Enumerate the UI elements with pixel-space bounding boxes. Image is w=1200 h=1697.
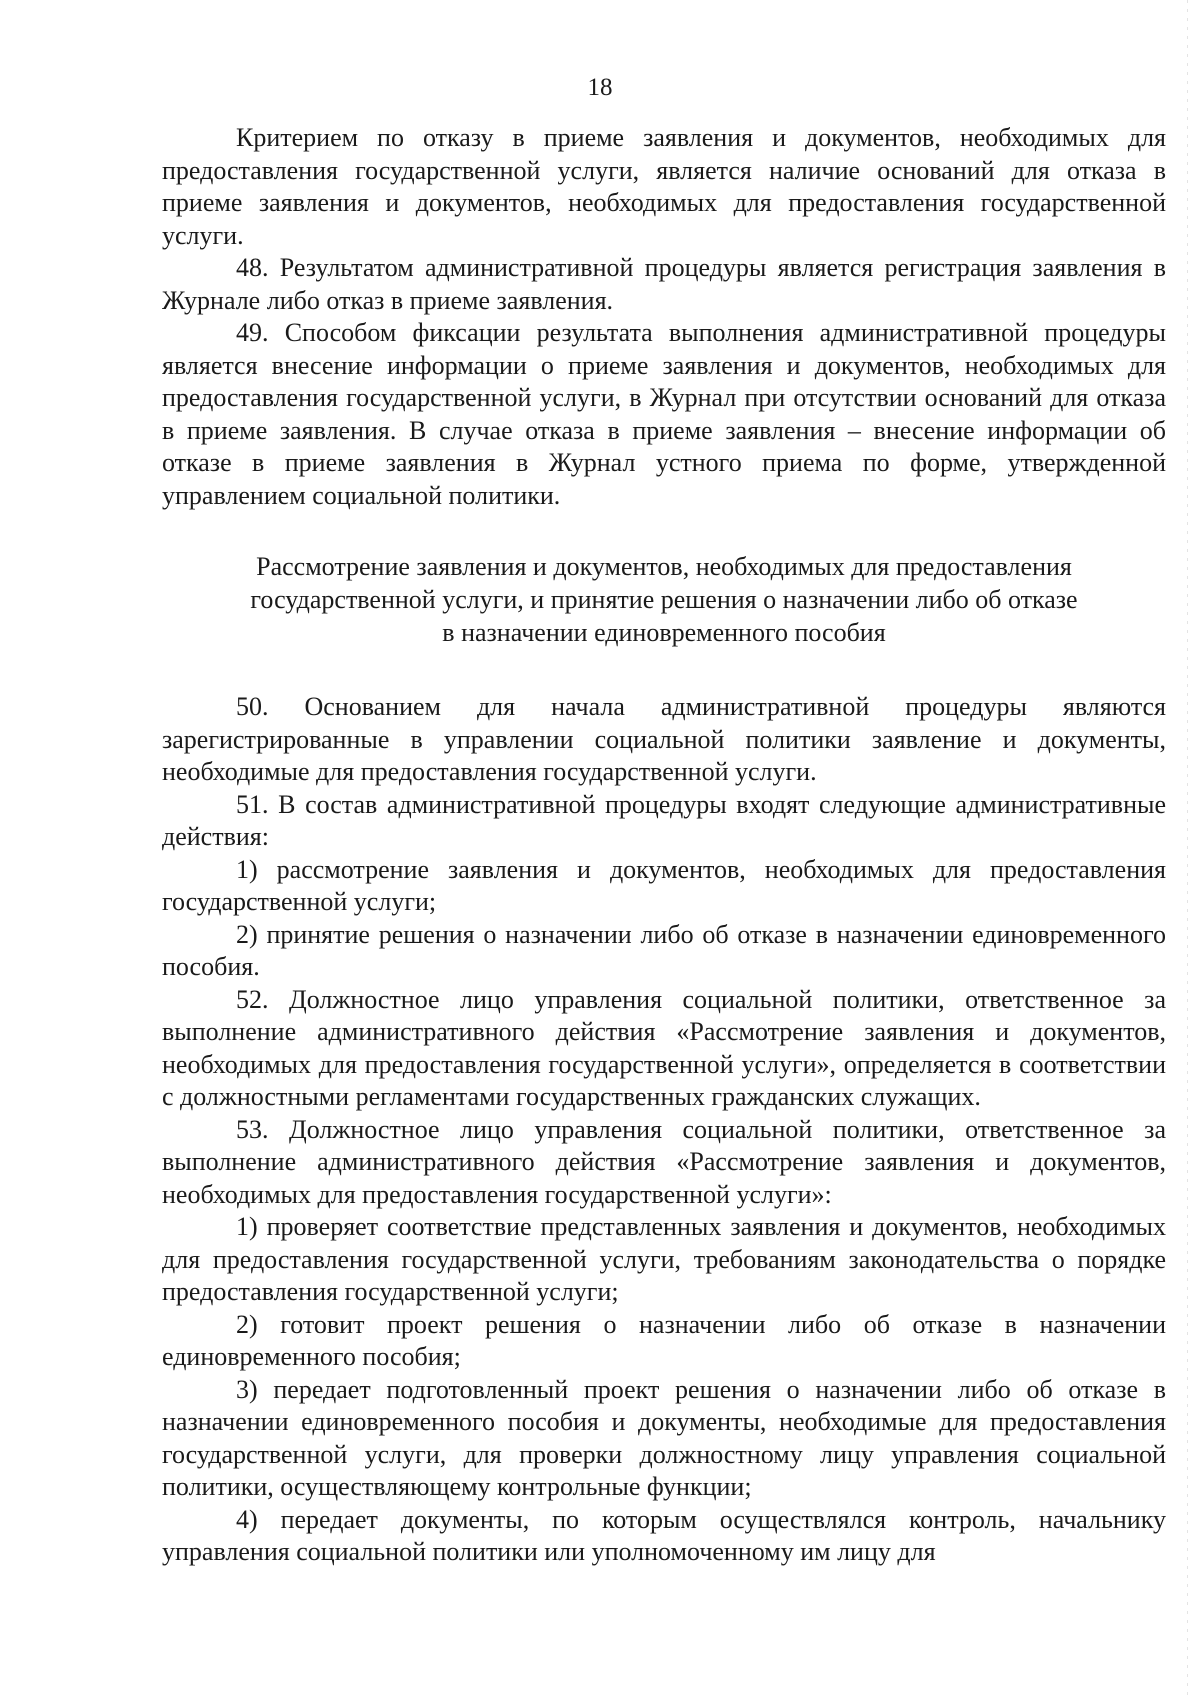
paragraph-51-item-2: 2) принятие решения о назначении либо об отказе в назначении единовременного пособия. [162,919,1166,981]
paragraph-53-item-2: 2) готовит проект решения о назначении либо об отказе в назначении единовременного пособия; [162,1309,1166,1371]
paragraph-48: 48. Результатом административной процедуры является регистрация заявления в Журнале либо отказ в приеме заявления. [162,253,1166,315]
paragraph-49: 49. Способом фиксации результата выполнения административной процедуры является внесение информации о приеме заявления и документов, необходимых для предоставления государственной услуги, в Журнал при отсутствии оснований для отказа в приеме заявления. В случае отказа в приеме заявления – внесение информации об отказе в приеме заявления в Журнал устного приема по форме, утвержденной управлением социальной политики. [162,318,1166,510]
section-heading-line-1: Рассмотрение заявления и документов, необходимых для предоставления [256,552,1072,581]
paragraph-53: 53. Должностное лицо управления социальной политики, ответственное за выполнение административного действия «Рассмотрение заявления и документов, необходимых для предоставления государственной услуги»: [162,1114,1166,1209]
paragraph-53-item-4: 4) передает документы, по которым осуществлялся контроль, начальнику управления социальной политики или уполномоченному им лицу для [162,1504,1166,1566]
section-heading-line-2: государственной услуги, и принятие решения о назначении либо об отказе [250,585,1078,614]
paragraph-51-item-1: 1) рассмотрение заявления и документов, необходимых для предоставления государственной услуги; [162,854,1166,916]
section-heading-line-3: в назначении единовременного пособия [442,618,886,647]
page-number: 18 [587,74,613,101]
paragraph-51: 51. В состав административной процедуры входят следующие административные действия: [162,789,1166,851]
paragraph-53-item-3: 3) передает подготовленный проект решения о назначении либо об отказе в назначении единовременного пособия и документы, необходимые для предоставления государственной услуги, для проверки должностному лицу управления социальной политики, осуществляющему контрольные функции; [162,1374,1166,1501]
scan-edge-mark [1187,0,1188,1697]
paragraph-50: 50. Основанием для начала административной процедуры являются зарегистрированные в управлении социальной политики заявление и документы, необходимые для предоставления государственной услуги. [162,692,1166,786]
paragraph-refusal-criterion: Критерием по отказу в приеме заявления и документов, необходимых для предоставления государственной услуги, является наличие оснований для отказа в приеме заявления и документов, необходимых для предоставления государственной услуги. [162,123,1166,250]
paragraph-53-item-1: 1) проверяет соответствие представленных заявления и документов, необходимых для предоставления государственной услуги, требованиям законодательства о порядке предоставления государственной услуги; [162,1212,1166,1306]
document-body [162,122,1166,1569]
section-heading [162,550,1166,649]
paragraph-52: 52. Должностное лицо управления социальной политики, ответственное за выполнение административного действия «Рассмотрение заявления и документов, необходимых для предоставления государственной услуги», определяется в соответствии с должностными регламентами государственных гражданских служащих. [162,984,1166,1111]
